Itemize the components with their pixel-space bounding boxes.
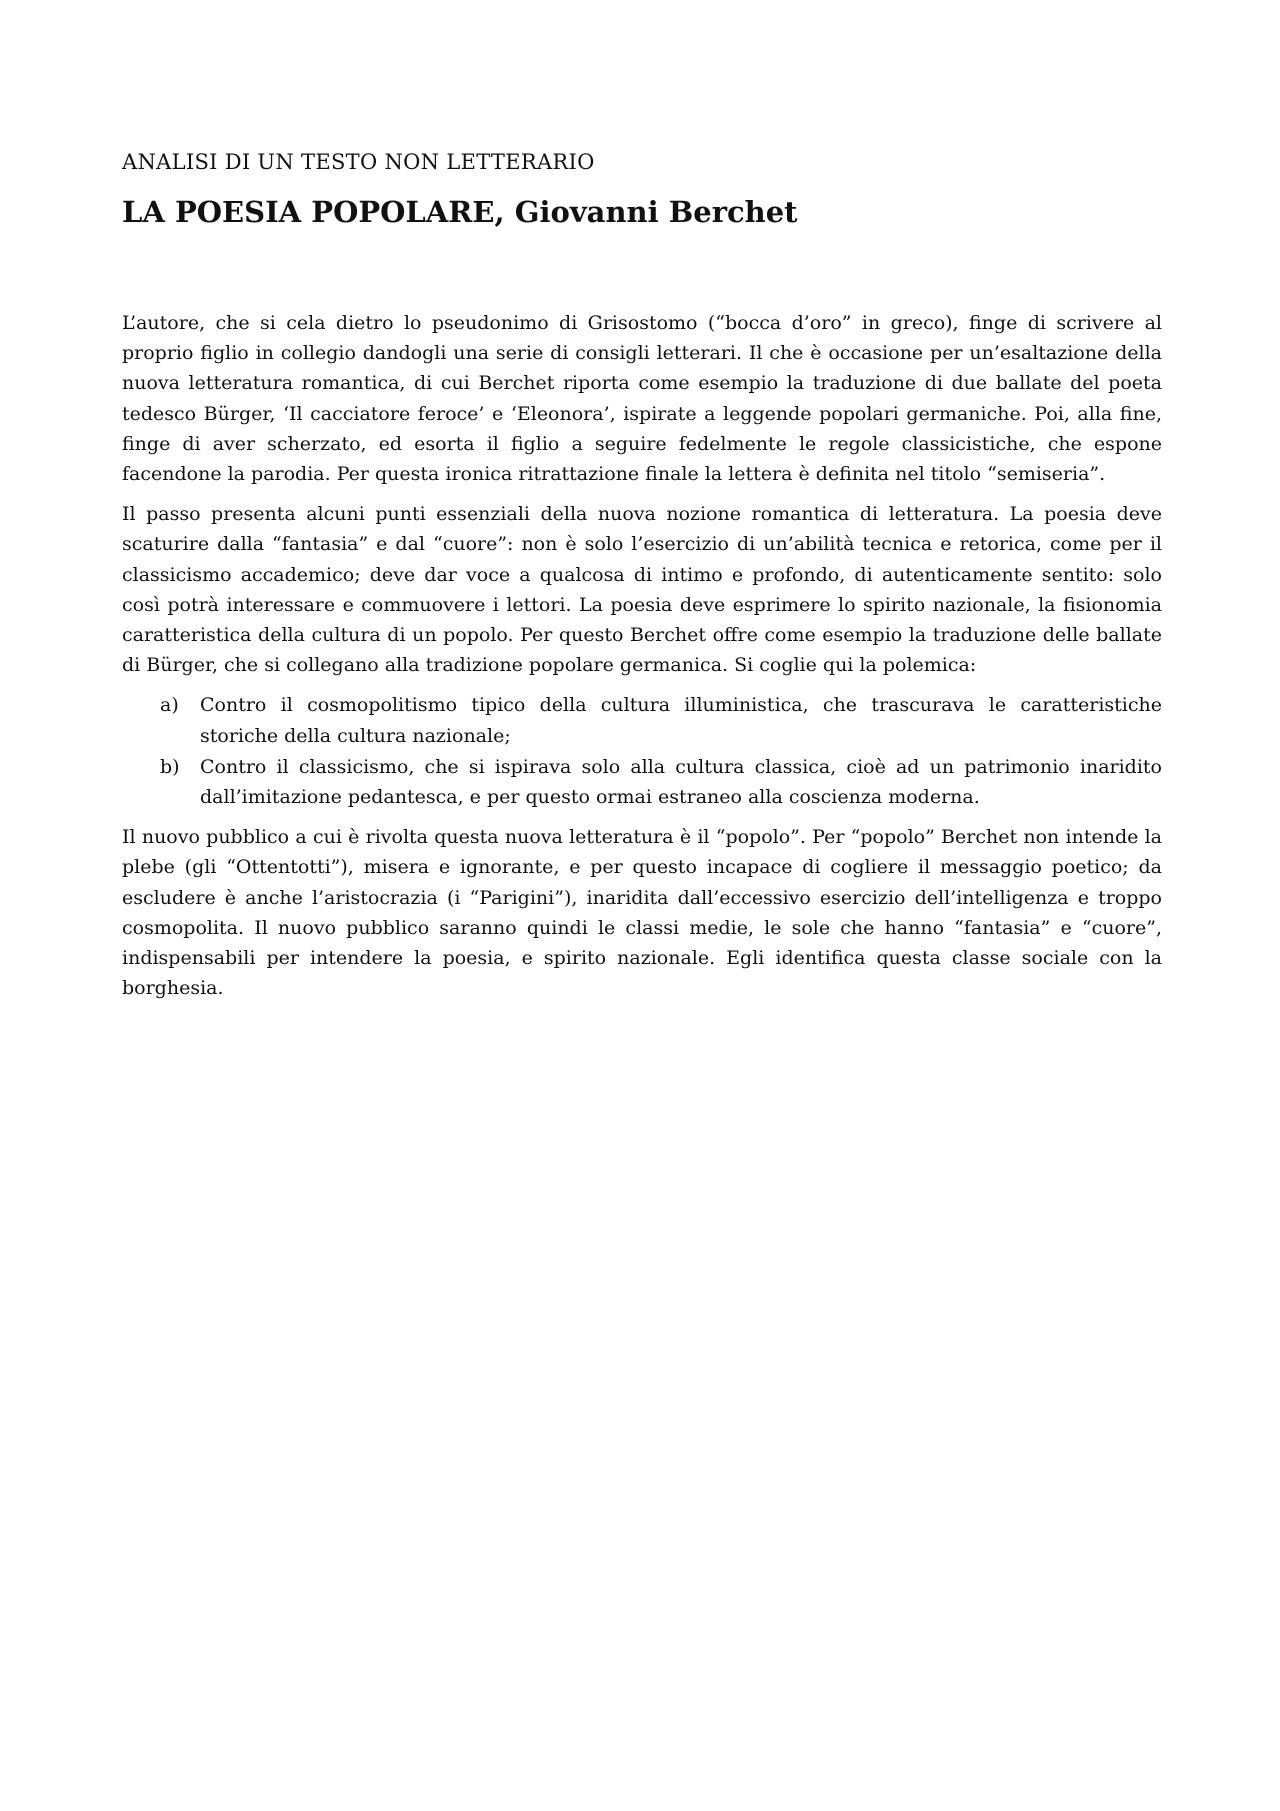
paragraph-introduction: L’autore, che si cela dietro lo pseudonimo di Grisostomo (“bocca d’oro” in greco), finge di scrivere al proprio figlio in collegio dandogli una serie di consigli letterari. Il che è occasione per un’esaltazione della nuova letteratura romantica, di cui Berchet riporta come esempio la traduzione di due ballate del poeta tedesco Bürger, ‘Il cacciatore feroce’ e ‘Eleonora’, ispirate a leggende popolari germaniche. Poi, alla fine, finge di aver scherzato, ed esorta il figlio a seguire fedelmente le regole classicistiche, che espone facendone la parodia. Per questa ironica ritrattazione finale la lettera è definita nel titolo “semiseria”.: [122, 311, 1162, 485]
polemic-list: [122, 690, 1162, 812]
paragraph-romantic-notion: Il passo presenta alcuni punti essenziali della nuova nozione romantica di letteratura. La poesia deve scaturire dalla “fantasia” e dal “cuore”: non è solo l’esercizio di un’abilità tecnica e retorica, come per il classicismo accademico; deve dar voce a qualcosa di intimo e profondo, di autenticamente sentito: solo così potrà interessare e commuovere i lettori. La poesia deve esprimere lo spirito nazionale, la fisionomia caratteristica della cultura di un popolo. Per questo Berchet offre come esempio la traduzione delle ballate di Bürger, che si collegano alla tradizione popolare germanica. Si coglie qui la polemica:: [122, 503, 1162, 677]
list-item: [122, 690, 1162, 750]
list-item-text: Contro il cosmopolitismo tipico della cultura illuministica, che trascurava le caratteristiche storiche della cultura nazionale;: [200, 694, 1162, 747]
paragraph-new-audience: Il nuovo pubblico a cui è rivolta questa nuova letteratura è il “popolo”. Per “popolo” Berchet non intende la plebe (gli “Ottentotti”), misera e ignorante, e per questo incapace di cogliere il messaggio poetico; da escludere è anche l’aristocrazia (i “Parigini”), inaridita dall’eccessivo esercizio dell’intelligenza e troppo cosmopolita. Il nuovo pubblico saranno quindi le classi medie, le sole che hanno “fantasia” e “cuore”, indispensabili per intendere la poesia, e spirito nazionale. Egli identifica questa classe sociale con la borghesia.: [122, 826, 1162, 1000]
document-page: [122, 150, 1162, 1013]
document-body: [122, 308, 1162, 1003]
list-marker: b): [160, 755, 180, 778]
list-item: [122, 752, 1162, 812]
document-title: LA POESIA POPOLARE, Giovanni Berchet: [122, 195, 798, 230]
section-kicker: ANALISI DI UN TESTO NON LETTERARIO: [122, 150, 595, 174]
list-item-text: Contro il classicismo, che si ispirava solo alla cultura classica, cioè ad un patrimonio inaridito dall’imitazione pedantesca, e per questo ormai estraneo alla coscienza moderna.: [200, 755, 1162, 809]
list-marker: a): [160, 694, 179, 717]
